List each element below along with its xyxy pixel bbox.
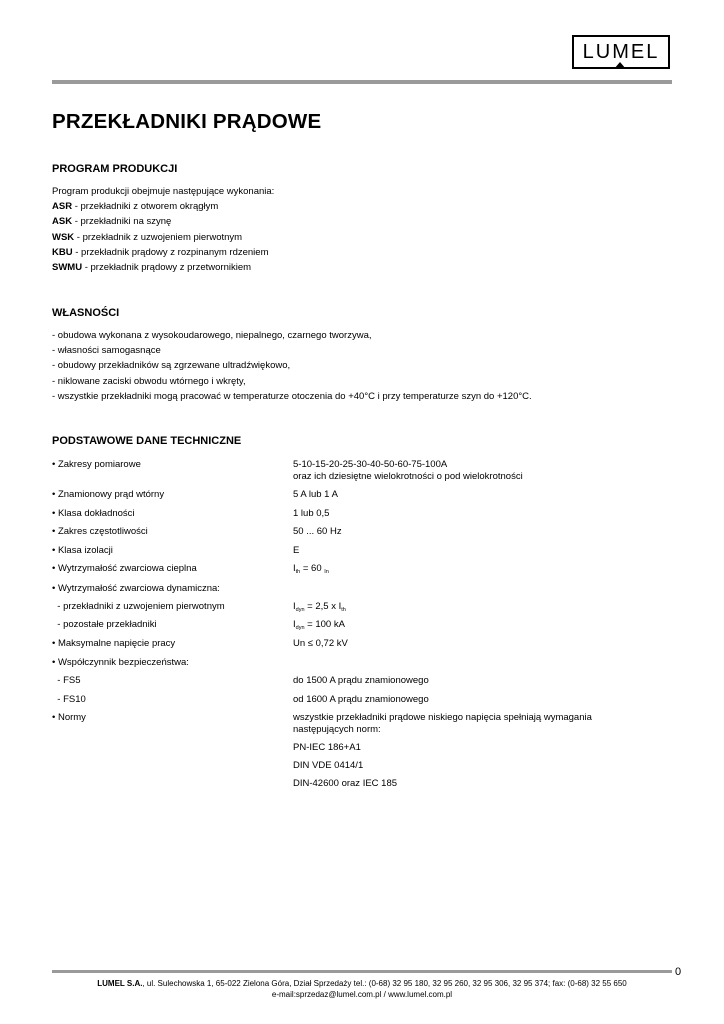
page-number: 0 [675,966,682,978]
page-title: PRZEKŁADNIKI PRĄDOWE [52,110,322,133]
bottom-divider [52,970,672,973]
footer-address: , ul. Sulechowska 1, 65-022 Zielona Góra, Dział Sprzedaży tel.: (0-68) 32 95 180, 32 95 260, 32 95 306, 32 95 374; fax: (0-68) 32 55 650 [142,979,627,988]
spec-subscript: dyn [295,607,305,613]
program-code: KBU [52,246,73,258]
spec-value [293,563,653,578]
spec-label: • Wytrzymałość zwarciowa dynamiczna: [52,583,220,594]
spec-value: od 1600 A prądu znamionowego [293,694,429,705]
spec-value-text: = 100 kA [304,619,345,630]
top-divider [52,80,672,84]
wlasnosci-item: - niklowane zaciski obwodu wtórnego i wkręty, [52,375,246,387]
spec-value: 5 A lub 1 A [293,489,338,500]
spec-label: - przekładniki z uzwojeniem pierwotnym [52,601,225,612]
wlasnosci-list [52,328,532,404]
logo-text: LUMEL [582,40,660,63]
program-item [52,214,274,229]
program-intro: Program produkcji obejmuje następujące wykonania: [52,186,275,197]
program-desc: - przekładnik z uzwojeniem pierwotnym [74,231,243,243]
footer-contact [0,978,724,1000]
program-code: ASK [52,216,73,228]
spec-value: do 1500 A prądu znamionowego [293,675,429,686]
spec-label: • Wytrzymałość zwarciowa cieplna [52,563,197,574]
spec-label: • Zakres częstotliwości [52,526,148,537]
spec-value: Un ≤ 0,72 kV [293,638,348,649]
program-desc: - przekładnik prądowy z rozpinanym rdzeniem [72,246,269,258]
spec-label: - FS10 [52,694,86,705]
spec-symbol: I [293,601,296,612]
spec-value: E [293,545,300,556]
program-desc: - przekładnik prądowy z przetwornikiem [82,262,252,274]
spec-value [293,459,653,483]
footer-company: LUMEL S.A. [97,979,143,988]
wlasnosci-item: - własności samogasnące [52,345,161,357]
norm-item: DIN VDE 0414/1 [293,760,364,771]
spec-symbol: I [293,563,296,574]
spec-value: 50 ... 60 Hz [293,526,342,537]
footer-address-line [0,978,724,989]
wlasnosci-item: - wszystkie przekładniki mogą pracować w temperaturze otoczenia do +40°C i przy temperaturze szyn do +120°C. [52,390,532,402]
wlasnosci-item: - obudowy przekładników są zgrzewane ultradźwiękowo, [52,360,291,372]
program-item [52,199,274,214]
spec-label: • Znamionowy prąd wtórny [52,489,165,500]
spec-value [293,712,653,790]
spec-label: • Maksymalne napięcie pracy [52,638,176,649]
spec-subscript: th [295,569,301,575]
spec-label: • Klasa izolacji [52,545,113,556]
program-item [52,260,274,275]
program-code: SWMU [52,262,83,274]
spec-value-line: wszystkie przekładniki prądowe niskiego napięcia spełniają wymagania [293,712,592,723]
spec-label: - pozostałe przekładniki [52,619,157,630]
logo-triangle-icon [614,62,626,69]
spec-subscript: th [341,607,346,613]
spec-symbol: I [293,619,296,630]
spec-value [293,619,653,634]
spec-value-line: 5-10-15-20-25-30-40-50-60-75-100A [293,459,448,470]
spec-label: • Normy [52,712,86,723]
spec-value: 1 lub 0,5 [293,508,330,519]
spec-value-line: oraz ich dziesiętne wielokrotności o pod wielokrotności [293,471,523,482]
program-desc: - przekładniki z otworem okrągłym [72,201,219,213]
program-heading: PROGRAM PRODUKCJI [52,163,178,175]
norm-item: PN-IEC 186+A1 [293,742,361,753]
spec-label: • Klasa dokładności [52,508,135,519]
spec-subscript: In [324,569,329,575]
dane-heading: PODSTAWOWE DANE TECHNICZNE [52,435,242,447]
program-desc: - przekładniki na szynę [72,216,172,228]
program-item [52,230,274,245]
spec-label: - FS5 [52,675,81,686]
program-item [52,245,274,260]
program-code: WSK [52,231,75,243]
spec-label: • Współczynnik bezpieczeństwa: [52,657,189,668]
spec-subscript: dyn [295,625,305,631]
spec-value-line: następujących norm: [293,724,381,735]
spec-label: • Zakresy pomiarowe [52,459,141,470]
wlasnosci-heading: WŁASNOŚCI [52,307,120,319]
footer-web-line: e-mail:sprzedaz@lumel.com.pl / www.lumel.com.pl [271,990,453,999]
program-code: ASR [52,201,73,213]
spec-value [293,601,653,616]
spec-value-text: = 2,5 x I [304,601,342,612]
wlasnosci-item: - obudowa wykonana z wysokoudarowego, niepalnego, czarnego tworzywa, [52,330,372,341]
norm-item: DIN-42600 oraz IEC 185 [293,778,398,789]
program-list [52,184,274,275]
spec-value-text: = 60 [300,563,325,574]
